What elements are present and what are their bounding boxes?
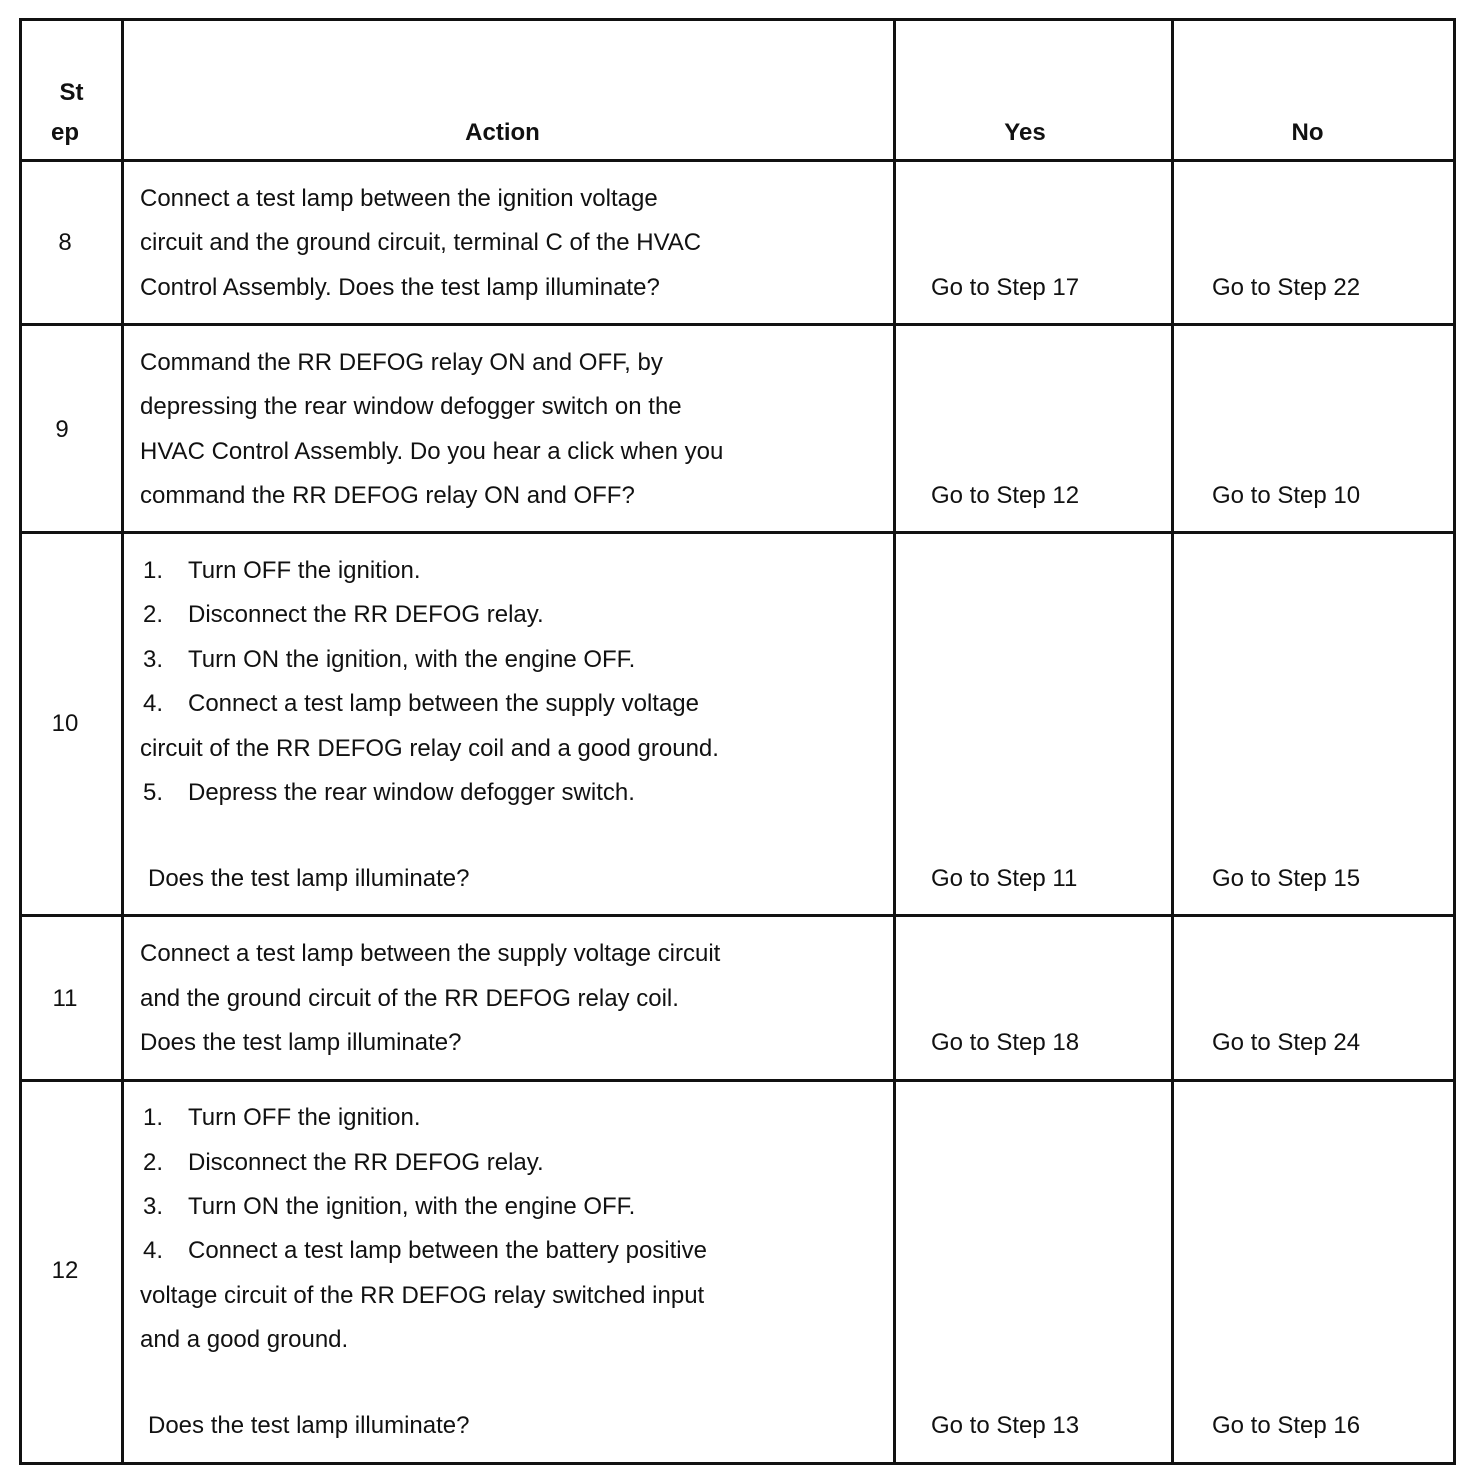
action-line: and the ground circuit of the RR DEFOG relay coil. xyxy=(140,985,679,1012)
yes-result: Go to Step 18 xyxy=(931,1029,1080,1056)
row-divider xyxy=(19,914,1456,917)
no-result: Go to Step 10 xyxy=(1212,482,1361,509)
list-text: Disconnect the RR DEFOG relay. xyxy=(188,1149,544,1176)
header-action: Action xyxy=(465,119,540,146)
step-number: 10 xyxy=(51,710,79,737)
list-number: 3. xyxy=(143,1193,164,1220)
list-number: 1. xyxy=(143,557,164,584)
no-result: Go to Step 24 xyxy=(1212,1029,1361,1056)
action-line: Does the test lamp illuminate? xyxy=(140,1029,462,1056)
list-text: Depress the rear window defogger switch. xyxy=(188,779,635,806)
list-number: 3. xyxy=(143,646,164,673)
list-text: Turn ON the ignition, with the engine OFF. xyxy=(188,1193,636,1220)
list-text: Turn OFF the ignition. xyxy=(188,1104,421,1131)
list-text: Connect a test lamp between the supply voltage xyxy=(188,690,699,717)
list-number: 2. xyxy=(143,1149,164,1176)
step-number: 9 xyxy=(55,416,69,443)
header-no: No xyxy=(1291,119,1324,146)
list-text: Turn OFF the ignition. xyxy=(188,557,421,584)
yes-result: Go to Step 17 xyxy=(931,274,1080,301)
list-text: Turn ON the ignition, with the engine OFF. xyxy=(188,646,636,673)
action-question: Does the test lamp illuminate? xyxy=(148,1412,470,1439)
no-result: Go to Step 22 xyxy=(1212,274,1361,301)
header-step-line1: St xyxy=(59,79,84,106)
list-number: 4. xyxy=(143,690,164,717)
action-line: HVAC Control Assembly. Do you hear a click when you xyxy=(140,438,724,465)
action-line: Command the RR DEFOG relay ON and OFF, by xyxy=(140,349,663,376)
action-question: Does the test lamp illuminate? xyxy=(148,865,470,892)
table-border-right xyxy=(1453,18,1456,1465)
list-text-continued: voltage circuit of the RR DEFOG relay switched input xyxy=(140,1282,705,1309)
table-border-bottom xyxy=(19,1462,1456,1465)
list-number: 5. xyxy=(143,779,164,806)
list-text: Disconnect the RR DEFOG relay. xyxy=(188,601,544,628)
action-line: circuit and the ground circuit, terminal C of the HVAC xyxy=(140,229,702,256)
list-number: 4. xyxy=(143,1237,164,1264)
column-divider xyxy=(1171,18,1174,1465)
no-result: Go to Step 16 xyxy=(1212,1412,1361,1439)
yes-result: Go to Step 11 xyxy=(931,865,1078,892)
header-yes: Yes xyxy=(1004,119,1046,146)
yes-result: Go to Step 12 xyxy=(931,482,1080,509)
step-number: 12 xyxy=(51,1257,79,1284)
step-number: 8 xyxy=(58,229,72,256)
table-border-top xyxy=(19,18,1456,21)
row-divider xyxy=(19,323,1456,326)
list-text-continued: and a good ground. xyxy=(140,1326,349,1353)
action-line: depressing the rear window defogger switch on the xyxy=(140,393,682,420)
row-divider xyxy=(19,531,1456,534)
column-divider xyxy=(893,18,896,1465)
action-line: Connect a test lamp between the ignition voltage xyxy=(140,185,658,212)
column-divider xyxy=(121,18,124,1465)
step-number: 11 xyxy=(52,985,78,1012)
action-line: Control Assembly. Does the test lamp illuminate? xyxy=(140,274,660,301)
action-line: command the RR DEFOG relay ON and OFF? xyxy=(140,482,635,509)
list-number: 2. xyxy=(143,601,164,628)
list-text: Connect a test lamp between the battery positive xyxy=(188,1237,707,1264)
yes-result: Go to Step 13 xyxy=(931,1412,1080,1439)
row-divider xyxy=(19,1079,1456,1082)
header-step-line2: ep xyxy=(50,119,79,146)
row-divider xyxy=(19,159,1456,162)
no-result: Go to Step 15 xyxy=(1212,865,1361,892)
action-line: Connect a test lamp between the supply voltage circuit xyxy=(140,940,721,967)
list-text-continued: circuit of the RR DEFOG relay coil and a good ground. xyxy=(140,735,719,762)
list-number: 1. xyxy=(143,1104,164,1131)
